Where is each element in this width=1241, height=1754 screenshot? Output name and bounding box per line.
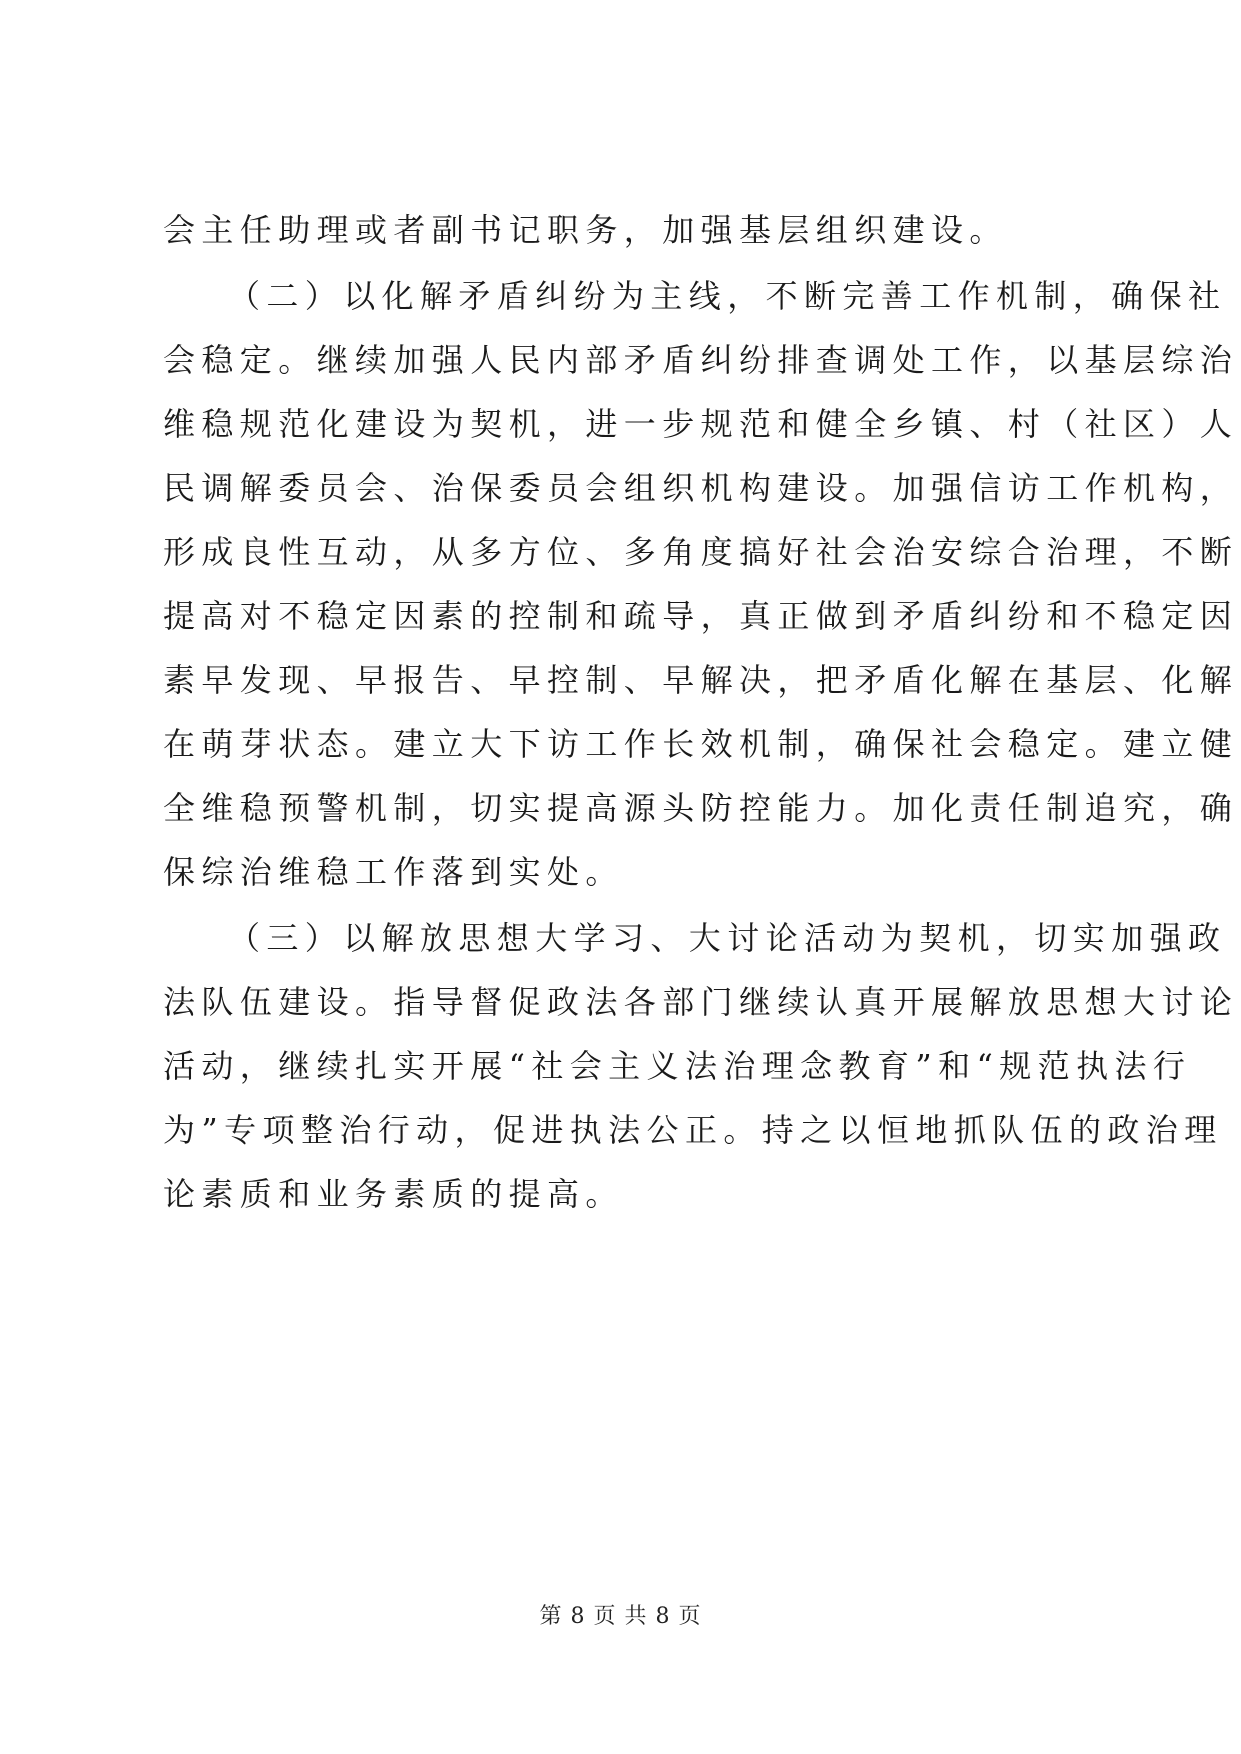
section-heading-line: （三）以解放思想大学习、大讨论活动为契机，切实加强政 (228, 919, 1227, 957)
body-text-line: 全维稳预警机制，切实提高源头防控能力。加化责任制追究，确 (163, 789, 1239, 827)
body-text-line: 维稳规范化建设为契机，进一步规范和健全乡镇、村（社区）人 (163, 405, 1239, 443)
body-text-line: 保综治维稳工作落到实处。 (163, 853, 624, 891)
body-text-line: 在萌芽状态。建立大下访工作长效机制，确保社会稳定。建立健 (163, 725, 1239, 763)
body-text-line: 活动，继续扎实开展“社会主义法治理念教育”和“规范执法行 (163, 1047, 1192, 1085)
body-text-line: 为”专项整治行动，促进执法公正。持之以恒地抓队伍的政治理 (163, 1111, 1223, 1149)
body-text-line: 论素质和业务素质的提高。 (163, 1175, 624, 1213)
page-number-footer: 第 8 页 共 8 页 (539, 1604, 702, 1629)
body-text-line: 提高对不稳定因素的控制和疏导，真正做到矛盾纠纷和不稳定因 (163, 597, 1239, 635)
body-text-line: 民调解委员会、治保委员会组织机构建设。加强信访工作机构， (163, 469, 1239, 507)
section-heading-line: （二）以化解矛盾纠纷为主线，不断完善工作机制，确保社 (228, 277, 1227, 315)
body-text-line: 会主任助理或者副书记职务，加强基层组织建设。 (163, 211, 1008, 249)
body-text-line: 形成良性互动，从多方位、多角度搞好社会治安综合治理，不断 (163, 533, 1239, 571)
body-text-line: 会稳定。继续加强人民内部矛盾纠纷排查调处工作，以基层综治 (163, 341, 1239, 379)
body-text-line: 素早发现、早报告、早控制、早解决，把矛盾化解在基层、化解 (163, 661, 1239, 699)
body-text-line: 法队伍建设。指导督促政法各部门继续认真开展解放思想大讨论 (163, 983, 1239, 1021)
